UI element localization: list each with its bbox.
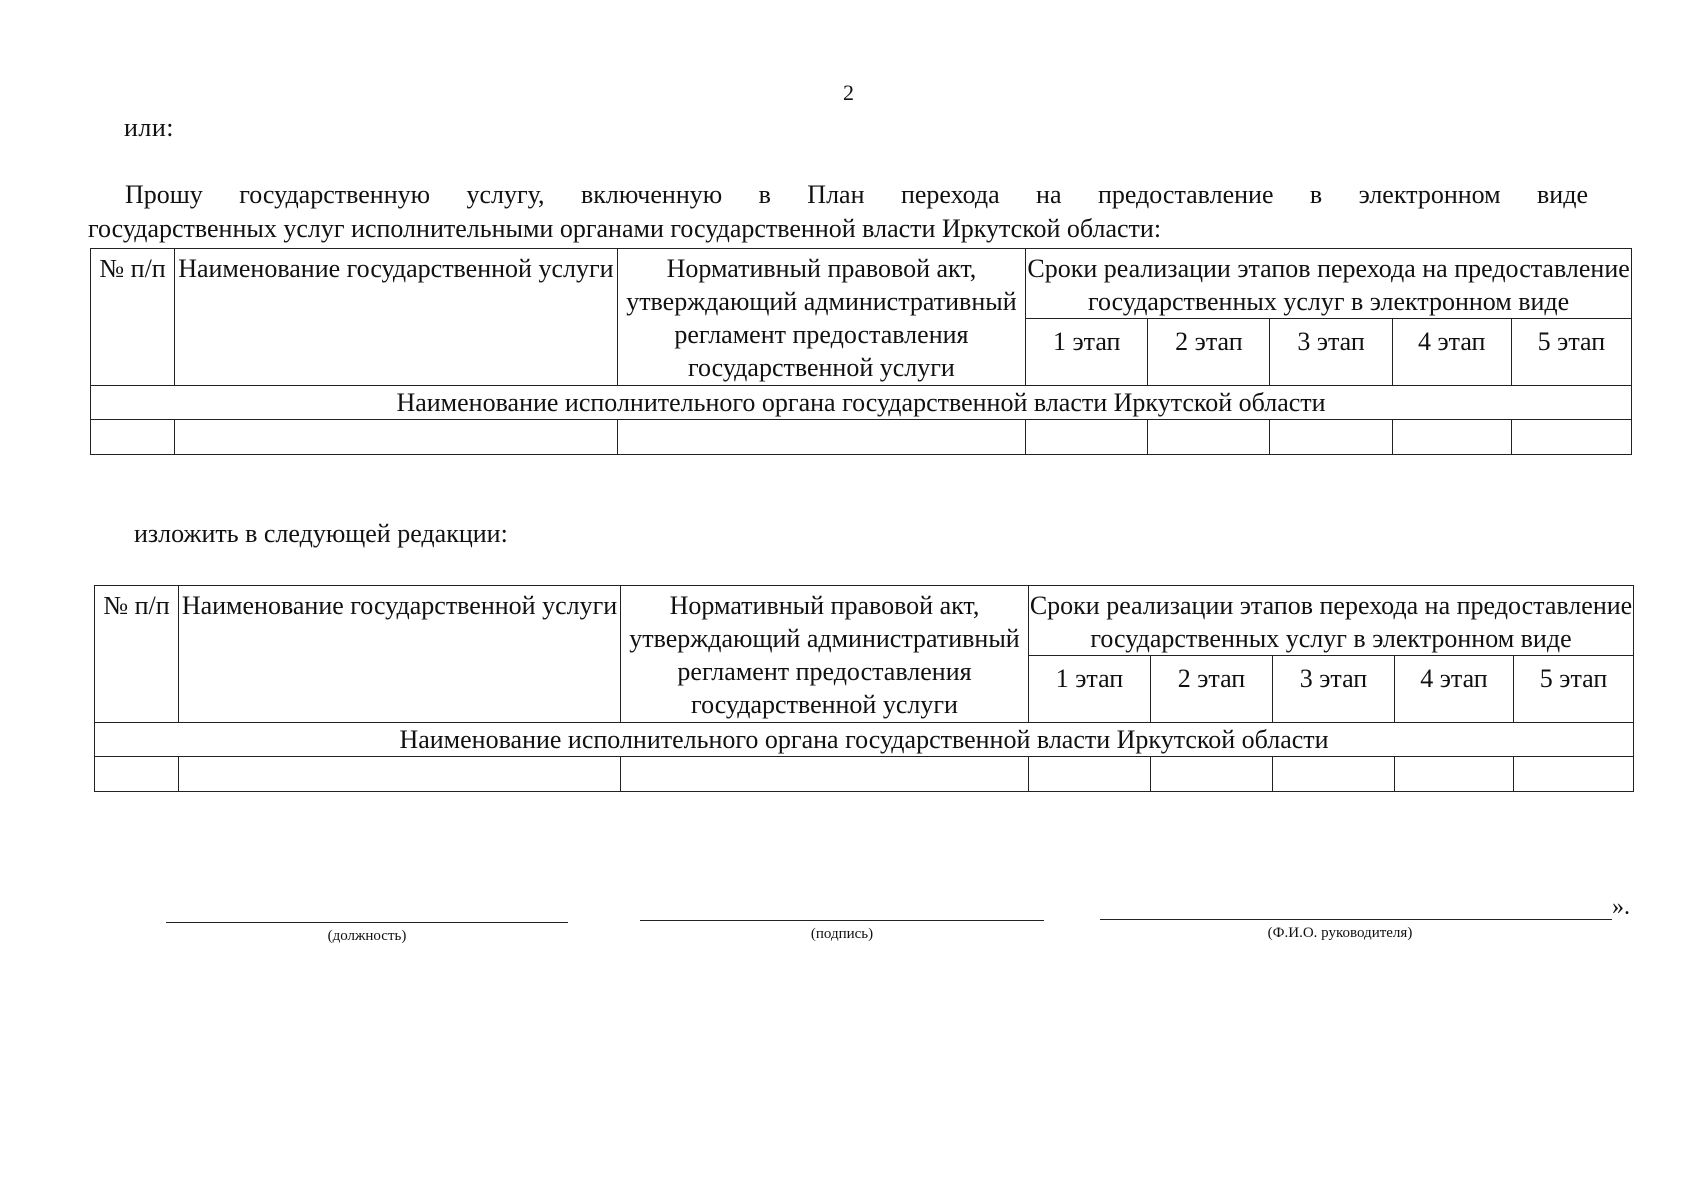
header-stage-2: 2 этап [1148, 319, 1270, 386]
empty-cell-num [91, 420, 175, 455]
header-legal-act: Нормативный правовой акт, утверждающий административный регламент предоставления государственной услуги [617, 249, 1026, 386]
header-stage-5: 5 этап [1511, 319, 1631, 386]
position-label: (должность) [327, 928, 407, 944]
header-stage-1: 1 этап [1029, 656, 1151, 723]
org-name-row: Наименование исполнительного органа государственной власти Иркутской области [91, 386, 1632, 420]
empty-cell-stage-3 [1273, 757, 1395, 792]
intro-or-label: или: [124, 113, 175, 142]
empty-cell-legal-act [621, 757, 1029, 792]
page-number: 2 [843, 80, 854, 105]
header-num: № п/п [95, 586, 179, 723]
request-paragraph-line-2: государственных услуг исполнительными органами государственной власти Иркутской области: [88, 214, 1162, 243]
header-stage-2: 2 этап [1151, 656, 1273, 723]
empty-cell-legal-act [617, 420, 1026, 455]
empty-cell-stage-3 [1270, 420, 1392, 455]
header-stage-3: 3 этап [1270, 319, 1392, 386]
header-stage-4: 4 этап [1395, 656, 1514, 723]
header-stage-5: 5 этап [1514, 656, 1634, 723]
table-row [95, 757, 1634, 792]
empty-cell-stage-4 [1395, 757, 1514, 792]
fio-label: (Ф.И.О. руководителя) [1267, 925, 1413, 941]
closing-quote: ». [1612, 894, 1630, 920]
header-stages-title: Сроки реализации этапов перехода на предоставление государственных услуг в электронном виде [1029, 586, 1634, 656]
header-num: № п/п [91, 249, 175, 386]
header-service-name: Наименование государственной услуги [175, 249, 618, 386]
signature-block [0, 880, 1697, 960]
empty-cell-stage-2 [1151, 757, 1273, 792]
plan-table-new [94, 585, 1634, 792]
empty-cell-service-name [179, 757, 621, 792]
empty-cell-stage-1 [1029, 757, 1151, 792]
header-stages-title: Сроки реализации этапов перехода на предоставление государственных услуг в электронном виде [1026, 249, 1632, 319]
empty-cell-stage-4 [1392, 420, 1511, 455]
signature-label: (подпись) [810, 926, 874, 942]
position-line [166, 922, 568, 923]
request-paragraph [88, 178, 1588, 246]
org-name-row: Наименование исполнительного органа государственной власти Иркутской области [95, 723, 1634, 757]
header-stage-1: 1 этап [1026, 319, 1148, 386]
plan-table-original [90, 248, 1632, 455]
request-paragraph-line-1: Прошу государственную услугу, включенную в План перехода на предоставление в электронном виде [125, 180, 1588, 209]
empty-cell-stage-2 [1148, 420, 1270, 455]
redaction-label: изложить в следующей редакции: [134, 519, 508, 548]
empty-cell-service-name [175, 420, 618, 455]
empty-cell-stage-5 [1511, 420, 1631, 455]
header-legal-act: Нормативный правовой акт, утверждающий административный регламент предоставления государственной услуги [621, 586, 1029, 723]
signature-line [640, 920, 1044, 921]
fio-line [1100, 919, 1612, 920]
header-service-name: Наименование государственной услуги [179, 586, 621, 723]
header-stage-4: 4 этап [1392, 319, 1511, 386]
table-row [91, 420, 1632, 455]
empty-cell-num [95, 757, 179, 792]
header-stage-3: 3 этап [1273, 656, 1395, 723]
empty-cell-stage-5 [1514, 757, 1634, 792]
empty-cell-stage-1 [1026, 420, 1148, 455]
